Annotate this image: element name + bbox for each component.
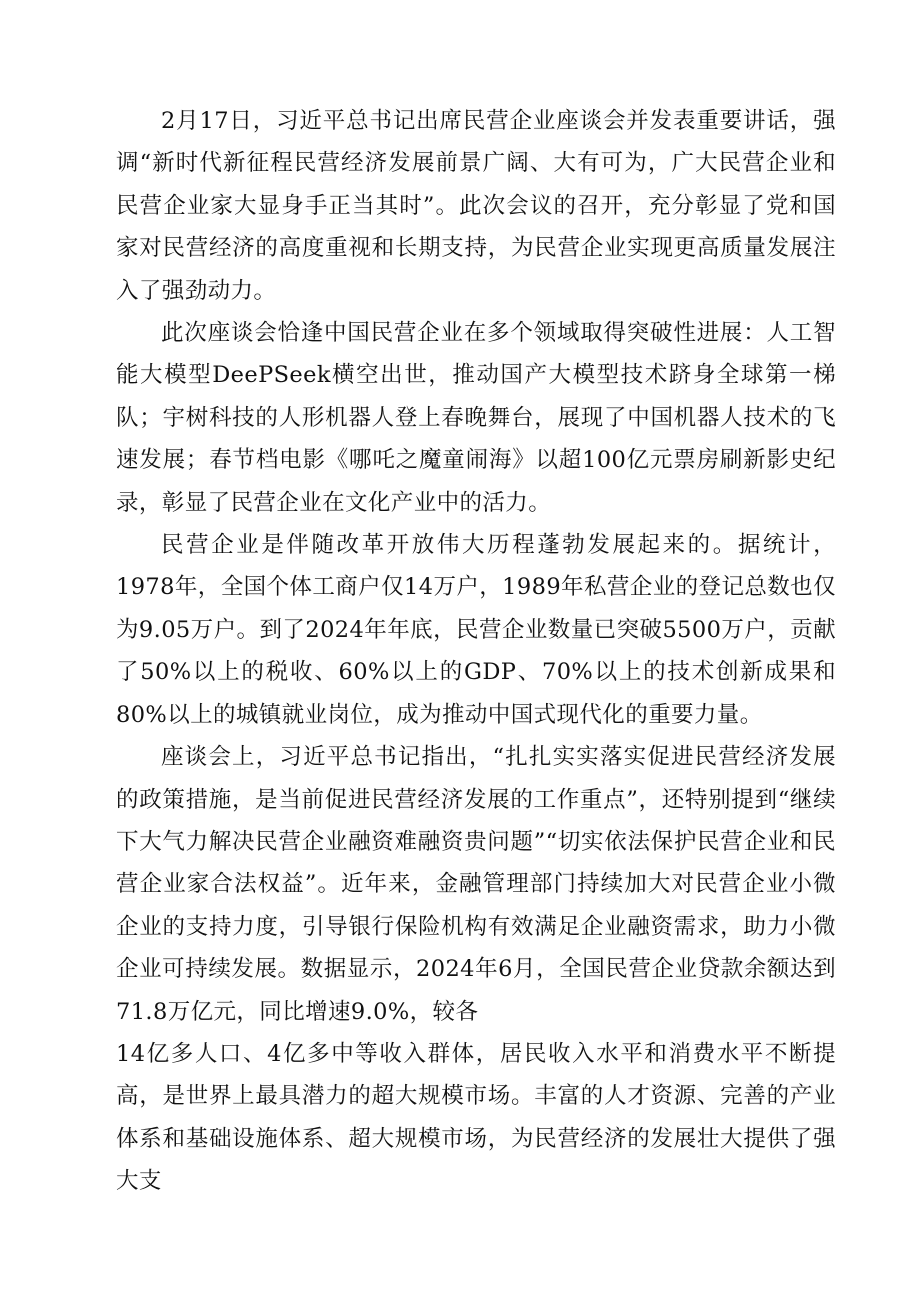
- paragraph-breakthroughs: 此次座谈会恰逢中国民营企业在多个领域取得突破性进展：人工智能大模型DeePSeek横空出世，推动国产大模型技术跻身全球第一梯队；宇树科技的人形机器人登上春晚舞台，展现了中国机器人技术的飞速发展；春节档电影《哪吒之魔童闹海》以超100亿元票房刷新影史纪录，彰显了民营企业在文化产业中的活力。: [116, 320, 836, 516]
- body-text: [116, 100, 836, 1203]
- paragraph-meeting-overview: 2月17日，习近平总书记出席民营企业座谈会并发表重要讲话，强调“新时代新征程民营经济发展前景广阔、大有可为，广大民营企业和民营企业家大显身手正当其时”。此次会议的召开，充分彰显了党和国家对民营经济的高度重视和长期支持，为民营企业实现更高质量发展注入了强劲动力。: [116, 108, 836, 304]
- paragraph-statistics: 民营企业是伴随改革开放伟大历程蓬勃发展起来的。据统计，1978年，全国个体工商户仅14万户，1989年私营企业的登记总数也仅为9.05万户。到了2024年年底，民营企业数量已突破5500万户，贡献了50%以上的税收、60%以上的GDP、70%以上的技术创新成果和80%以上的城镇就业岗位，成为推动中国式现代化的重要力量。: [116, 532, 836, 728]
- paragraph-market-continuation: 14亿多人口、4亿多中等收入群体，居民收入水平和消费水平不断提高，是世界上最具潜力的超大规模市场。丰富的人才资源、完善的产业体系和基础设施体系、超大规模市场，为民营经济的发展壮大提供了强大支: [116, 1040, 836, 1195]
- paragraph-financing: 座谈会上，习近平总书记指出，“扎扎实实落实促进民营经济发展的政策措施，是当前促进民营经济发展的工作重点”，还特别提到“继续下大气力解决民营企业融资难融资贵问题”“切实依法保护民营企业和民营企业家合法权益”。近年来，金融管理部门持续加大对民营企业小微企业的支持力度，引导银行保险机构有效满足企业融资需求，助力小微企业可持续发展。数据显示，2024年6月，全国民营企业贷款余额达到71.8万亿元，同比增速9.0%，较各: [116, 744, 836, 1025]
